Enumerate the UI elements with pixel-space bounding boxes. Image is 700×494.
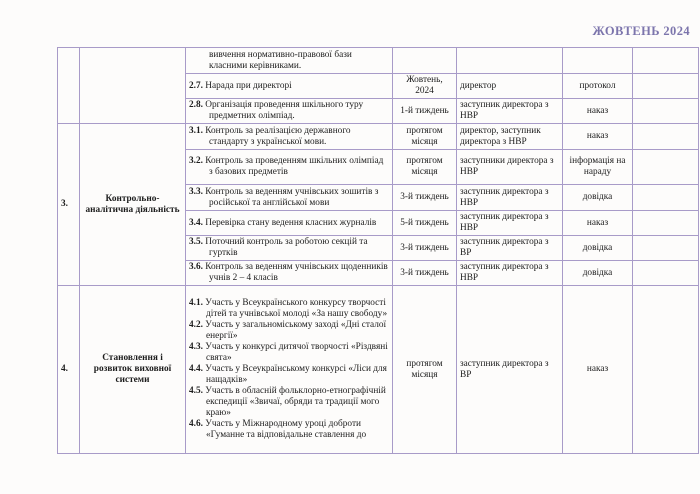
document-cell: наказ xyxy=(563,211,633,236)
task-number: 4.2. xyxy=(189,320,203,330)
task-number: 4.1. xyxy=(189,298,203,308)
document-cell: довідка xyxy=(563,236,633,261)
notes-cell xyxy=(633,150,699,185)
task-item xyxy=(189,386,389,419)
task-text: Участь у загальноміському заході «Дні сталої енергії» xyxy=(205,320,387,341)
notes-cell xyxy=(633,211,699,236)
timing-cell: Жовтень, 2024 xyxy=(393,74,457,99)
notes-cell xyxy=(633,236,699,261)
plan-table xyxy=(57,47,699,454)
task-text: Участь в обласній фольклорно-етнографічній експедиції «Звичаї, обряди та традиції мого краю» xyxy=(205,386,386,418)
responsible-cell: директор, заступник директора з НВР xyxy=(457,124,563,150)
responsible-cell: заступники директора з НВР xyxy=(457,150,563,185)
section-number-cell: 4. xyxy=(58,286,80,454)
task-cell xyxy=(186,286,393,454)
timing-cell: 3-й тиждень xyxy=(393,185,457,211)
task-number: 3.6. xyxy=(189,262,203,272)
timing-cell: 5-й тиждень xyxy=(393,211,457,236)
table-row xyxy=(58,286,699,454)
document-cell: наказ xyxy=(563,124,633,150)
notes-cell xyxy=(633,124,699,150)
document-cell: довідка xyxy=(563,185,633,211)
timing-cell: 3-й тиждень xyxy=(393,261,457,286)
responsible-cell: директор xyxy=(457,74,563,99)
notes-cell xyxy=(633,286,699,454)
timing-cell: протягом місяця xyxy=(393,124,457,150)
task-item xyxy=(189,320,389,342)
task-cell xyxy=(186,150,393,185)
section-title-cell xyxy=(80,48,186,124)
table-row xyxy=(58,48,699,74)
task-number: 2.8. xyxy=(189,100,203,110)
document-cell: інформація на нараду xyxy=(563,150,633,185)
task-item xyxy=(189,298,389,320)
task-number: 4.3. xyxy=(189,342,203,352)
task-number: 3.5. xyxy=(189,237,203,247)
document-cell: наказ xyxy=(563,99,633,124)
task-number: 2.7. xyxy=(189,80,203,91)
task-cell xyxy=(186,48,393,74)
table-row xyxy=(58,124,699,150)
task-text: Нарада при директорі xyxy=(205,80,292,91)
task-text: вивчення нормативно-правової бази класними керівниками. xyxy=(209,49,352,71)
task-item xyxy=(189,364,389,386)
task-text: Контроль за веденням учнівських зошитів з російської та англійської мови xyxy=(205,186,379,208)
section-title-cell: Контрольно-аналітична діяльність xyxy=(80,124,186,286)
responsible-cell: заступник директора з НВР xyxy=(457,185,563,211)
timing-cell: протягом місяця xyxy=(393,150,457,185)
task-cell xyxy=(186,74,393,99)
timing-cell: 3-й тиждень xyxy=(393,236,457,261)
task-number: 4.5. xyxy=(189,386,203,396)
task-text: Участь у Всеукраїнському конкурсі «Ліси для нащадків» xyxy=(205,364,387,385)
timing-cell: протягом місяця xyxy=(393,286,457,454)
task-number: 4.4. xyxy=(189,364,203,374)
document-cell: довідка xyxy=(563,261,633,286)
responsible-cell xyxy=(457,48,563,74)
notes-cell xyxy=(633,74,699,99)
task-text: Участь у конкурсі дитячої творчості «Різдвяні свята» xyxy=(205,342,388,363)
task-cell xyxy=(186,236,393,261)
task-text: Організація проведення шкільного туру предметних олімпіад. xyxy=(205,100,364,121)
document-cell: наказ xyxy=(563,286,633,454)
task-text: Контроль за проведенням шкільних олімпіад з базових предметів xyxy=(205,156,384,177)
task-cell xyxy=(186,211,393,236)
task-number: 4.6. xyxy=(189,419,203,429)
task-text: Поточний контроль за роботою секцій та гуртків xyxy=(205,237,368,258)
task-cell xyxy=(186,185,393,211)
month-title: ЖОВТЕНЬ 2024 xyxy=(592,24,690,38)
timing-cell xyxy=(393,48,457,74)
notes-cell xyxy=(633,185,699,211)
section-number-cell: 3. xyxy=(58,124,80,286)
task-cell xyxy=(186,124,393,150)
document-cell xyxy=(563,48,633,74)
task-number: 3.4. xyxy=(189,217,203,228)
task-text: Участь у Міжнародному уроці доброти «Гуманне та відповідальне ставлення до xyxy=(205,419,367,440)
timing-cell: 1-й тиждень xyxy=(393,99,457,124)
document-cell: протокол xyxy=(563,74,633,99)
task-number: 3.3. xyxy=(189,186,203,197)
task-cell xyxy=(186,99,393,124)
task-item xyxy=(189,419,389,441)
task-text: Контроль за веденням учнівських щоденників учнів 2 – 4 класів xyxy=(205,262,388,283)
notes-cell xyxy=(633,99,699,124)
responsible-cell: заступник директора з НВР xyxy=(457,99,563,124)
task-number: 3.2. xyxy=(189,156,203,166)
task-text: Участь у Всеукраїнського конкурсу творчості дітей та учнівської молоді «За нашу свободу» xyxy=(205,298,388,319)
responsible-cell: заступник директора з НВР xyxy=(457,211,563,236)
task-number: 3.1. xyxy=(189,125,203,136)
section-title-cell: Становлення і розвиток виховної системи xyxy=(80,286,186,454)
task-text: Контроль за реалізацією державного стандарту з української мови. xyxy=(205,125,351,147)
notes-cell xyxy=(633,261,699,286)
responsible-cell: заступник директора з ВР xyxy=(457,236,563,261)
responsible-cell: заступник директора з ВР xyxy=(457,286,563,454)
responsible-cell: заступник директора з НВР xyxy=(457,261,563,286)
task-item xyxy=(189,342,389,364)
task-text: Перевірка стану ведення класних журналів xyxy=(205,217,377,228)
notes-cell xyxy=(633,48,699,74)
section-number-cell xyxy=(58,48,80,124)
task-cell xyxy=(186,261,393,286)
